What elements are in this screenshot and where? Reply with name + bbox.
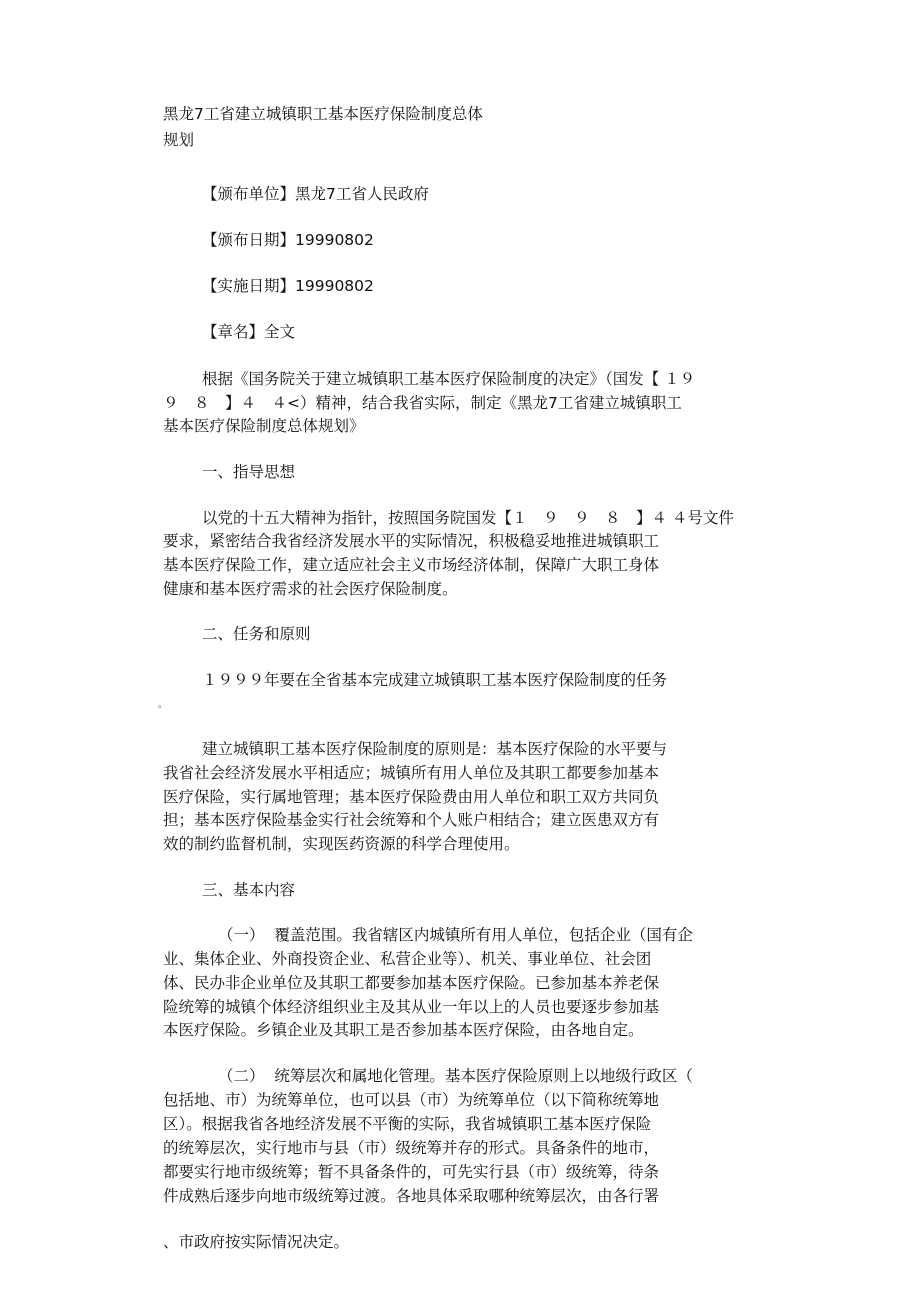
section2-task-end: 。: [158, 700, 168, 710]
section1-line-1: 以党的十五大精神为指针，按照国务院国发【１ ９ ９ ８ 】４ ４号文件: [202, 509, 734, 527]
intro-line-3: 基本医疗保险制度总体规划》: [163, 417, 365, 435]
item2-tail: 、市政府按实际情况决定。: [163, 1233, 350, 1251]
item2-line-1: （二） 统筹层次和属地化管理。基本医疗保险原则上以地级行政区（: [218, 1067, 693, 1085]
section2-principle-line-5: 效的制约监督机制，实现医药资源的科学合理使用。: [163, 835, 520, 853]
section1-line-3: 基本医疗保险工作，建立适应社会主义市场经济体制，保障广大职工身体: [163, 556, 660, 574]
item2-line-5: 都要实行地市级统筹；暂不具备条件的，可先实行县（市）级统筹，待条: [163, 1163, 660, 1181]
section1-line-2: 要求，紧密结合我省经济发展水平的实际情况，积极稳妥地推进城镇职工: [163, 532, 660, 550]
section2-task-line: １９９９年要在全省基本完成建立城镇职工基本医疗保险制度的任务: [202, 671, 668, 689]
meta-chapter: 【章名】全文: [202, 323, 296, 341]
title-line-1: 黑龙7工省建立城镇职工基本医疗保险制度总体: [163, 105, 483, 123]
intro-line-2: ９ ８ 】４ ４<）精神，结合我省实际，制定《黑龙7工省建立城镇职工: [163, 394, 682, 412]
item2-line-4: 的统筹层次，实行地市与县（市）级统筹并存的形式。具备条件的地市，: [163, 1139, 660, 1157]
meta-issuer: 【颁布单位】黑龙7工省人民政府: [202, 185, 429, 203]
section2-principle-line-1: 建立城镇职工基本医疗保险制度的原则是：基本医疗保险的水平要与: [202, 740, 668, 758]
title-line-2: 规划: [163, 131, 195, 149]
section2-heading: 二、任务和原则: [202, 625, 311, 643]
item1-line-4: 险统筹的城镇个体经济组织业主及其从业一年以上的人员也要逐步参加基: [163, 998, 660, 1016]
intro-line-1: 根据《国务院关于建立城镇职工基本医疗保险制度的决定》（国发【 １９: [202, 370, 696, 388]
section1-line-4: 健康和基本医疗需求的社会医疗保险制度。: [163, 580, 458, 598]
meta-effective-date: 【实施日期】19990802: [202, 277, 374, 295]
item1-line-3: 体、民办非企业单位及其职工都要参加基本医疗保险。已参加基本养老保: [163, 974, 660, 992]
section2-principle-line-3: 医疗保险，实行属地管理；基本医疗保险费由用人单位和职工双方共同负: [163, 788, 660, 806]
section3-heading: 三、基本内容: [202, 881, 296, 899]
item1-line-2: 业、集体企业、外商投资企业、私营企业等）、机关、事业单位、社会团: [163, 950, 652, 968]
section2-principle-line-4: 担；基本医疗保险基金实行社会统筹和个人账户相结合；建立医患双方有: [163, 811, 660, 829]
item2-line-3: 区）。根据我省各地经济发展不平衡的实际，我省城镇职工基本医疗保险: [163, 1115, 652, 1133]
item2-line-2: 包括地、市）为统筹单位，也可以县（市）为统筹单位（以下简称统筹地: [163, 1091, 660, 1109]
meta-issue-date: 【颁布日期】19990802: [202, 231, 374, 249]
section2-principle-line-2: 我省社会经济发展水平相适应；城镇所有用人单位及其职工都要参加基本: [163, 764, 660, 782]
item1-line-5: 本医疗保险。乡镇企业及其职工是否参加基本医疗保险，由各地自定。: [163, 1021, 644, 1039]
section1-heading: 一、指导思想: [202, 463, 296, 481]
item1-line-1: （一） 覆盖范围。我省辖区内城镇所有用人单位，包括企业（国有企: [218, 926, 693, 944]
item2-line-6: 件成熟后逐步向地市级统筹过渡。各地具体采取哪种统筹层次，由各行署: [163, 1187, 660, 1205]
